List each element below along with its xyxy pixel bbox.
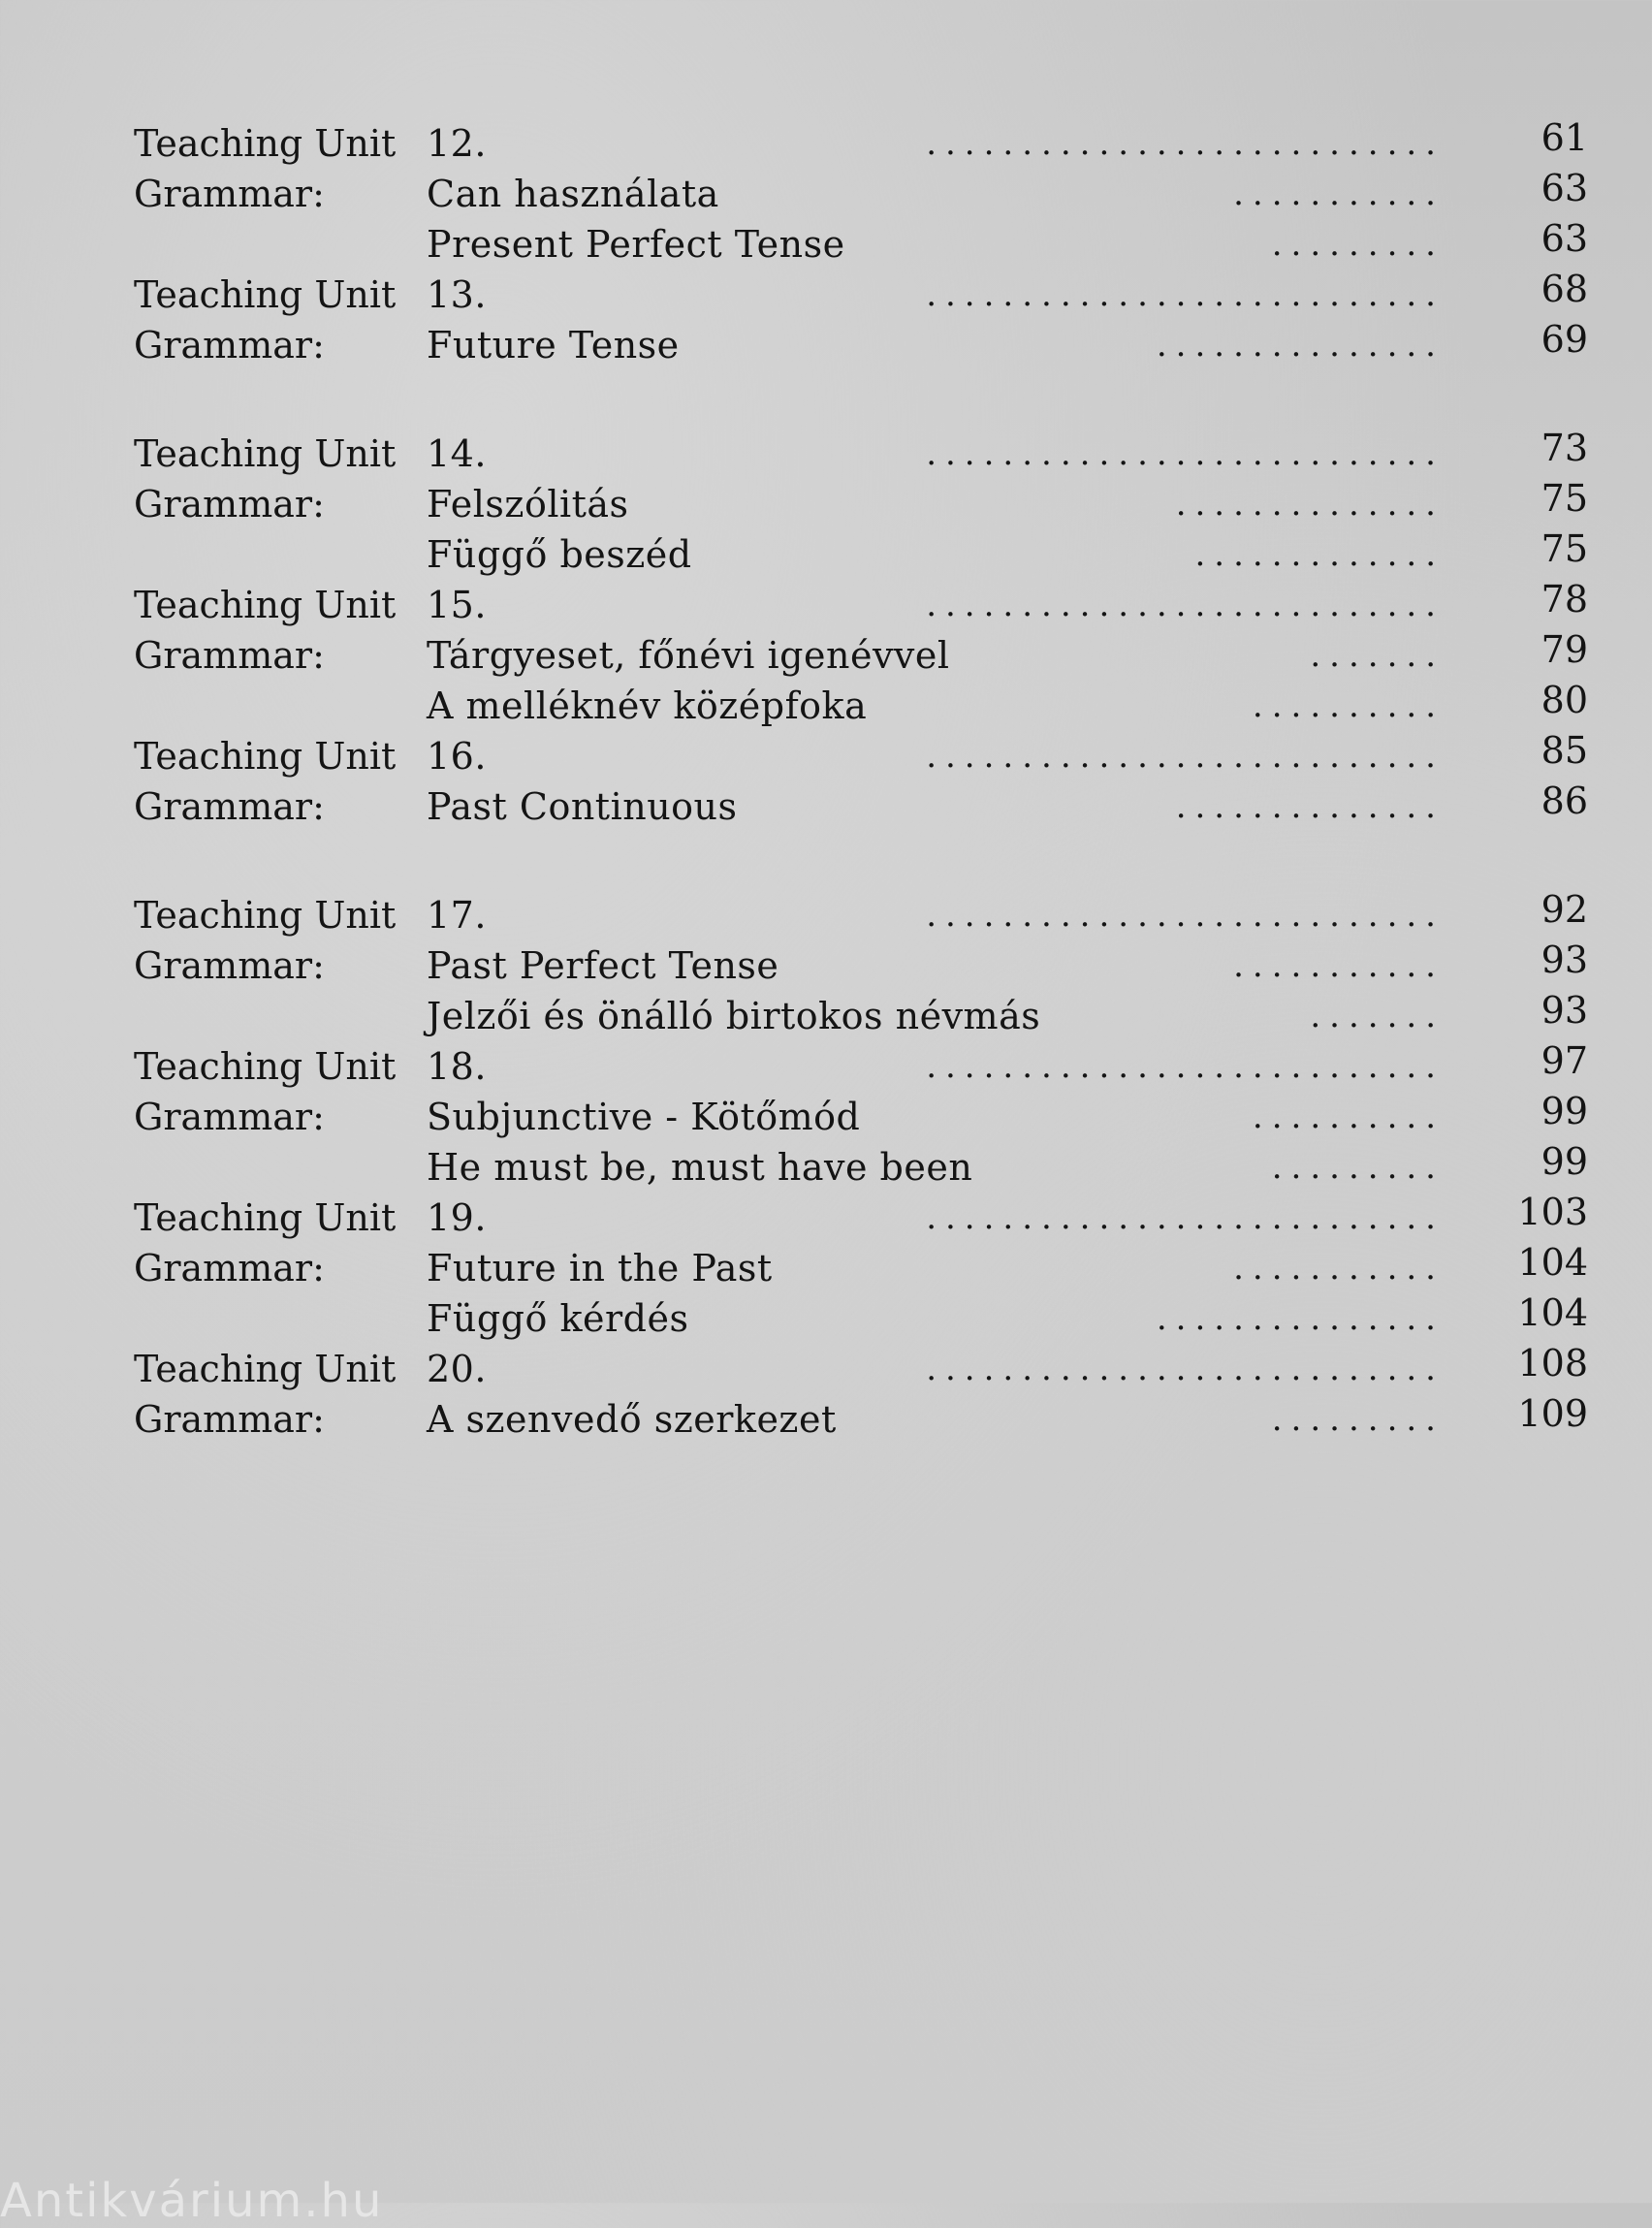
entry-page-number: 109 [1517,1392,1588,1435]
dot-leader: ........... [1233,946,1445,985]
toc-entry [134,429,1588,479]
entry-title: Can használata [427,173,719,215]
entry-label: Teaching Unit [134,735,397,778]
entry-page-number: 75 [1541,527,1588,570]
entry-title: 14. [427,432,487,475]
entry-label: Grammar: [134,324,325,366]
dot-leader: ........................... [926,275,1445,314]
toc-entry [134,479,1588,529]
entry-label: Teaching Unit [134,432,397,475]
dot-leader: ....... [1310,997,1445,1035]
entry-title: Felszólitás [427,483,629,525]
toc-entry [134,529,1588,580]
entry-label: Grammar: [134,1096,325,1138]
entry-label: Teaching Unit [134,1196,397,1239]
dot-leader: .............. [1175,787,1445,826]
entry-title: A melléknév középfoka [427,684,868,727]
entry-title: Past Continuous [427,785,738,828]
entry-page-number: 80 [1541,679,1588,721]
entry-label: Grammar: [134,1398,325,1441]
dot-leader: ........................... [926,124,1445,163]
entry-page-number: 69 [1541,318,1588,361]
toc-entry [134,320,1588,370]
entry-title: 19. [427,1196,487,1239]
toc-entry [134,781,1588,832]
entry-title: Jelzői és önálló birtokos névmás [427,995,1041,1037]
entry-title: Tárgyeset, főnévi igenévvel [427,634,950,677]
entry-title: Subjunctive - Kötőmód [427,1096,861,1138]
entry-page-number: 75 [1541,477,1588,520]
entry-page-number: 99 [1541,1140,1588,1183]
entry-page-number: 93 [1541,989,1588,1032]
dot-leader: ........................... [926,737,1445,776]
dot-leader: .......... [1252,686,1445,725]
entry-page-number: 63 [1541,167,1588,209]
dot-leader: .......... [1252,1098,1445,1136]
entry-title: 15. [427,584,487,626]
entry-page-number: 92 [1541,888,1588,931]
toc-entry [134,940,1588,991]
dot-leader: ........................... [926,586,1445,624]
toc-entry [134,630,1588,681]
entry-label: Teaching Unit [134,1045,397,1088]
entry-label: Teaching Unit [134,122,397,165]
dot-leader: ........... [1233,175,1445,213]
toc-entry [134,580,1588,630]
toc-entry [134,1293,1588,1344]
toc-entry [134,118,1588,169]
group-spacer [134,832,1588,890]
toc-entry [134,1092,1588,1142]
entry-title: Future Tense [427,324,680,366]
entry-title: Past Perfect Tense [427,944,779,987]
entry-label: Grammar: [134,944,325,987]
entry-title: Future in the Past [427,1247,773,1289]
entry-title: Függő beszéd [427,533,692,576]
entry-page-number: 85 [1541,729,1588,772]
entry-page-number: 79 [1541,628,1588,671]
entry-label: Teaching Unit [134,1348,397,1390]
dot-leader: ........................... [926,434,1445,473]
toc-entry [134,1193,1588,1243]
entry-title: 16. [427,735,487,778]
group-spacer [134,370,1588,429]
dot-leader: ........................... [926,1047,1445,1086]
toc-entry [134,681,1588,731]
toc-entry [134,169,1588,219]
toc-entry [134,731,1588,781]
entry-page-number: 86 [1541,780,1588,822]
dot-leader: ........................... [926,896,1445,935]
entry-page-number: 78 [1541,578,1588,621]
toc-entry [134,219,1588,270]
dot-leader: ......... [1271,225,1445,264]
entry-page-number: 61 [1541,116,1588,159]
entry-title: 12. [427,122,487,165]
entry-title: Függő kérdés [427,1297,689,1340]
dot-leader: ............. [1194,535,1445,574]
entry-page-number: 63 [1541,217,1588,260]
toc-entry [134,270,1588,320]
entry-title: Present Perfect Tense [427,223,845,266]
table-of-contents [134,118,1588,1445]
entry-page-number: 103 [1517,1191,1588,1233]
dot-leader: ......... [1271,1148,1445,1187]
dot-leader: ............... [1156,326,1445,365]
entry-label: Grammar: [134,1247,325,1289]
dot-leader: ........... [1233,1249,1445,1288]
dot-leader: ....... [1310,636,1445,675]
entry-label: Grammar: [134,173,325,215]
toc-entry [134,1394,1588,1445]
toc-entry [134,1142,1588,1193]
toc-entry [134,1344,1588,1394]
entry-page-number: 99 [1541,1090,1588,1132]
entry-page-number: 108 [1517,1342,1588,1385]
toc-entry [134,1243,1588,1293]
dot-leader: ......... [1271,1400,1445,1439]
dot-leader: ........................... [926,1198,1445,1237]
entry-page-number: 73 [1541,427,1588,469]
dot-leader: ........................... [926,1350,1445,1388]
entry-title: A szenvedő szerkezet [427,1398,837,1441]
toc-entry [134,890,1588,940]
entry-label: Teaching Unit [134,584,397,626]
entry-label: Grammar: [134,634,325,677]
toc-entry [134,991,1588,1041]
entry-label: Grammar: [134,483,325,525]
entry-label: Grammar: [134,785,325,828]
entry-page-number: 97 [1541,1039,1588,1082]
entry-title: He must be, must have been [427,1146,973,1189]
entry-title: 20. [427,1348,487,1390]
entry-title: 13. [427,273,487,316]
entry-page-number: 104 [1517,1241,1588,1284]
entry-page-number: 68 [1541,268,1588,310]
dot-leader: ............... [1156,1299,1445,1338]
entry-page-number: 104 [1517,1291,1588,1334]
entry-title: 17. [427,894,487,937]
entry-page-number: 93 [1541,939,1588,981]
entry-title: 18. [427,1045,487,1088]
dot-leader: .............. [1175,485,1445,524]
entry-label: Teaching Unit [134,273,397,316]
watermark-text: Antikvárium.hu [0,2174,384,2228]
toc-entry [134,1041,1588,1092]
entry-label: Teaching Unit [134,894,397,937]
